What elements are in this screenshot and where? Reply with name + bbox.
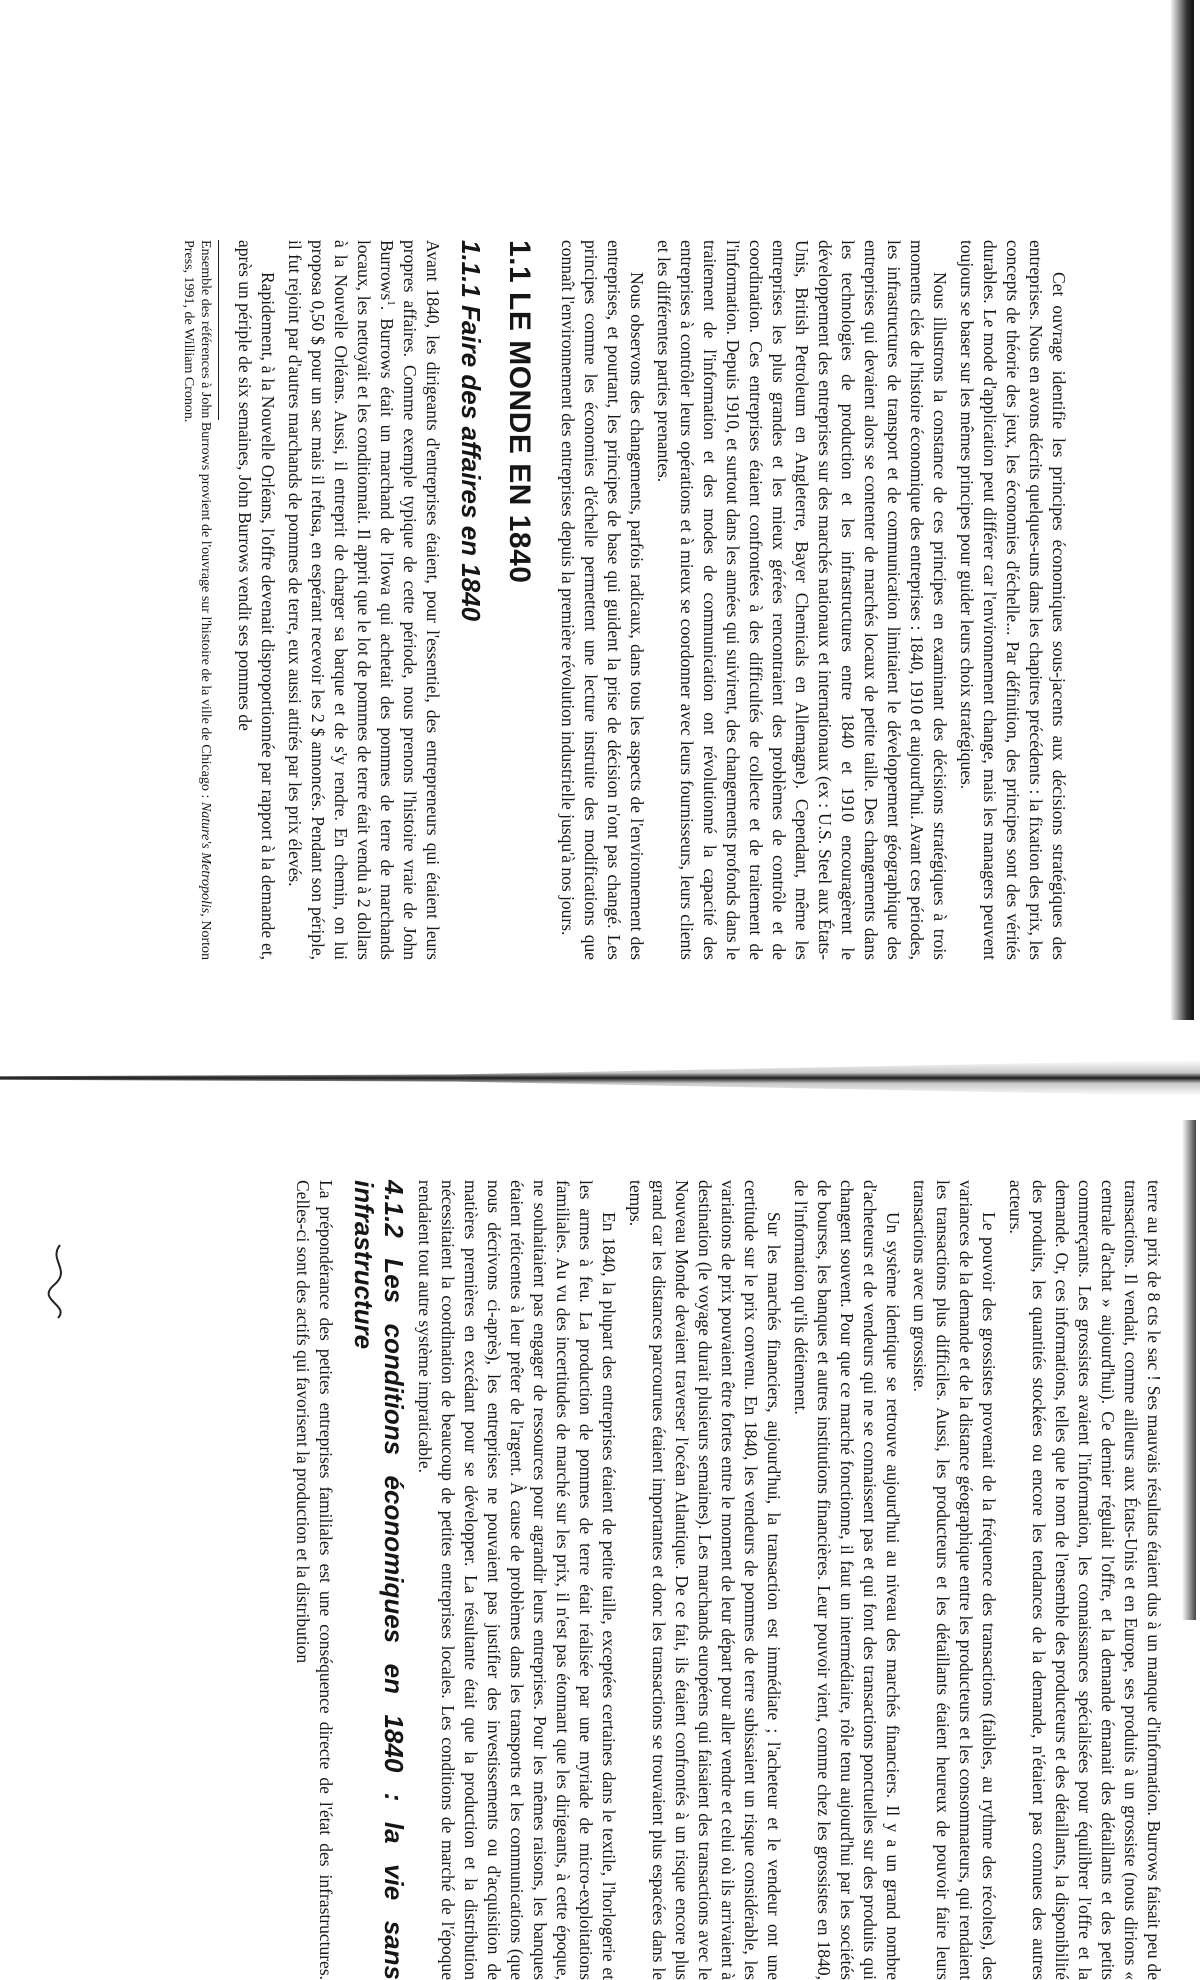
part-heading: 1.1 LE MONDE EN 1840: [503, 240, 536, 584]
bottom-page: [55, 1180, 1165, 1980]
body-paragraph: La prépondérance des petites entreprises familiales est une conséquence directe de l'état des infrastructures. Celles-ci sont des actifs qui favorisent la production et la distribution: [293, 1180, 336, 1980]
body-paragraph: terre au prix de 8 cts le sac ! Ses mauvais résultats étaient dus à un manque d'information. Burrows faisait peu de transactions. Il vendait, comme ailleurs aux États-Unis et en Europe, ses produits à un grossiste (nous dirions « centrale d'achat » aujourd'hui). Ce dernier régulait l'offre, et la demande émanait des détaillants et des petits commerçants. Les grossistes avaient l'information, les connaissances spécialisées pour équilibrer l'offre et la demande. Or, ces informations, telles que le nom de l'ensemble des producteurs et des détaillants, la disponibilité des produits, les quantités stockées ou encore les tendances de la demande, n'étaient pas connues des autres acteurs.: [1006, 1180, 1164, 1980]
body-paragraph: Nous illustrons la constance de ces principes en examinant des décisions stratégiques à trois moments clés de l'histoire économique des entreprises : 1840, 1910 et aujourd'hui. Avant ces périodes, les infrastructures de transport et de communication limitaient le développement géographique des entreprises qui devaient alors se contenter de marchés locaux de petite taille. Des changements dans les technologies de production et les infrastructures entre 1840 et 1910 encouragèrent le développement des entreprises sur des marchés nationaux et internationaux (ex : U.S. Steel aux États-Unis, British Petroleum en Angleterre, Bayer Chemicals en Allemagne). Cependant, même les entreprises les plus grandes et les mieux gérées rencontraient des problèmes de contrôle et de coordination. Ces entreprises étaient confrontées à des difficultés de collecte et de traitement de l'information. Depuis 1910, et surtout dans les années qui suivirent, des changements profonds dans le traitement de l'information et des modes de communication ont révolutionné la capacité des entreprises à contrôler leurs opérations et à mieux se coordonner avec leurs fournisseurs, leurs clients et les différentes parties prenantes.: [654, 240, 950, 960]
intro-paragraph: Cet ouvrage identifie les principes économiques sous-jacents aux décisions stratégiques des entreprises. Nous en avons décrits quelques-uns dans les chapitres précédents : la fixation des prix, les concepts de théorie des jeux, les économies d'échelle... Par définition, des principes sont des vérités durables. Le mode d'application peut différer car l'environnement change, mais les managers peuvent toujours se baser sur les mêmes principes pour guider leurs choix stratégiques.: [957, 240, 1069, 960]
paragraph-text: Avant 1840, les dirigeants d'entreprises étaient, pour l'essentiel, des entrepreneurs qui étaient leurs propres affaires. Comme exemple typique de cette période, nous prenons l'histoire vraie de John Burrows: [377, 240, 443, 960]
footnote-text: , Norton Press, 1991, de William Cronon.: [181, 240, 213, 960]
body-paragraph: Un système identique se retrouve aujourd'hui au niveau des marchés financiers. Il y a un grand nombre d'acheteurs et de vendeurs qui ne se connaissent pas et qui font des transactions ponctuelles sur des produits qui changent souvent. Pour que ce marché fonctionne, il faut un intermédiaire, rôle tenu aujourd'hui par les sociétés de bourses, les banques et autres institutions financières. Leur pouvoir vient, comme chez les grossistes en 1840, de l'information qu'ils détiennent.: [791, 1180, 903, 1980]
body-paragraph: Sur les marchés financiers, aujourd'hui, la transaction est immédiate ; l'acheteur et le vendeur ont une certitude sur le prix convenu. En 1840, les vendeurs de pommes de terre subissaient un risque considérable, les variations de prix pouvaient être fortes entre le moment de leur départ pour aller vendre et celui où ils arrivaient à destination (le voyage durait plusieurs semaines). Les marchands européens qui faisaient des transactions avec le Nouveau Monde devaient traverser l'océan Atlantique. De ce fait, ils étaient confrontés à un risque encore plus grand car les distances parcourues étaient importantes et donc les transactions se trouvaient plus espacées dans le temps.: [626, 1180, 784, 1980]
footnote-text: Ensemble des références à John Burrows provient de l'ouvrage sur l'histoire de la ville de Chicago :: [198, 240, 213, 802]
section-heading: 1.1.1 Faire des affaires en 1840: [456, 240, 486, 622]
book-gutter-shadow: [0, 1060, 1200, 1096]
body-paragraph: Nous observons des changements, parfois radicaux, dans tous les aspects de l'environnement des entreprises, et pourtant, les principes de base qui guident la prise de décision n'ont pas changé. Les principes comme les économies d'échelle permettent une lecture instruite des modifications que connaît l'environnement des entreprises depuis la première révolution industrielle jusqu'à nos jours.: [558, 240, 647, 960]
body-paragraph: En 1840, la plupart des entreprises étaient de petite taille, exceptées certaines dans le textile, l'horlogerie et les armes à feu. La production de pommes de terre était réalisée par une myriade de micro-exploitations familiales. Au vu des incertitudes de marché sur les prix, il n'est pas étonnant que les dirigeants, à cette époque, ne souhaitaient pas engager de ressources pour agrandir leurs entreprises. Pour les mêmes raisons, les banques étaient réticentes à leur prêter de l'argent. À cause de problèmes dans les transports et les communications (que nous décrivons ci-après), les entreprises ne pouvaient pas justifier des investissements ou d'acquisition de matières premières en excédant pour se développer. La résultante était que la production et la distribution nécessitaient la coordination de beaucoup de petites entreprises locales. Les conditions de marché de l'époque rendaient tout autre système impraticable.: [415, 1180, 619, 1980]
section-heading: 4.1.2 Les conditions économiques en 1840 : la vie sans infrastructure: [349, 1180, 409, 1980]
body-paragraph: Le pouvoir des grossistes provenait de la fréquence des transactions (faibles, au rythme des récoltes), des variances de la demande et de la distance géographique entre les producteurs et les consommateurs, qui rendaient les transactions plus difficiles. Aussi, les producteurs et les détaillants étaient heureux de pouvoir faire leurs transactions avec un grossiste.: [910, 1180, 999, 1980]
pen-scribble-icon: [40, 1240, 80, 1320]
paragraph-text: . Burrows était un marchand de l'Iowa qui achetait des pommes de terre de marchands locaux, les nettoyait et les conditionnait. Il apprit que le lot de pommes de terre était vendu à 2 dollars à la Nouvelle Orléans. Aussi, il entreprit de charger sa barque et de s'y rendre. En chemin, on lui proposa 0,50 $ pour un sac mais il refusa, en espérant recevoir les 2 $ annoncés. Pendant son périple, il fut rejoint par d'autres marchands de pommes de terre, eux aussi attirés par les prix élevés.: [285, 240, 397, 960]
footnote-title: Nature's Metropolis: [198, 801, 213, 914]
footnote: [180, 240, 214, 960]
scan-edge-shadow: [1170, 0, 1194, 1020]
body-paragraph: Rapidement, à la Nouvelle Orléans, l'offre devenait disproportionnée par rapport à la demande et, après un périple de six semaines, John Burrows vendit ses pommes de: [235, 240, 278, 960]
body-paragraph: [283, 240, 444, 960]
scan-edge-shadow: [1182, 1120, 1196, 1620]
top-page: [130, 240, 1070, 960]
footnote-divider: [218, 240, 219, 420]
footnote-reference: 1: [384, 300, 397, 306]
